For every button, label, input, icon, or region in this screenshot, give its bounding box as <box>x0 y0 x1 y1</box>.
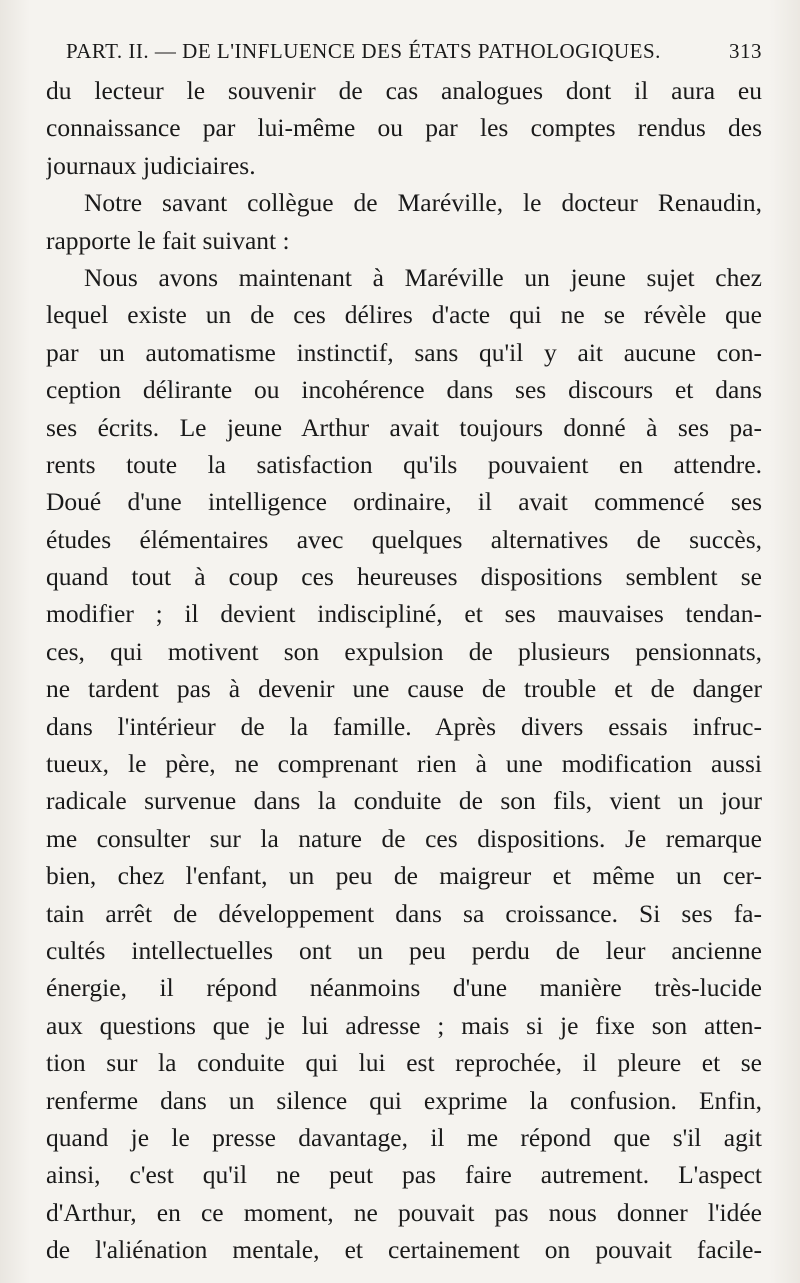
text-line: lequel existe un de ces délires d'acte qui ne se révèle que <box>46 300 762 330</box>
text-line: d'Arthur, en ce moment, ne pouvait pas nous donner l'idée <box>46 1197 762 1227</box>
text-line: bien, chez l'enfant, un peu de maigreur et même un cer- <box>46 861 762 891</box>
text-line: journaux judiciaires. <box>46 150 256 180</box>
text-line: énergie, il répond néanmoins d'une manière très-lucide <box>46 973 762 1003</box>
text-line: par un automatisme instinctif, sans qu'il y ait aucune con- <box>46 337 762 367</box>
text-line: modifier ; il devient indiscipliné, et ses mauvaises tendan- <box>46 599 762 629</box>
text-line: Doué d'une intelligence ordinaire, il avait commencé ses <box>46 487 762 517</box>
body-text <box>46 72 762 1269</box>
text-line: de l'aliénation mentale, et certainement on pouvait facile- <box>46 1235 762 1265</box>
text-line: radicale survenue dans la conduite de son fils, vient un jour <box>46 786 762 816</box>
text-line: tion sur la conduite qui lui est reprochée, il pleure et se <box>46 1048 762 1078</box>
text-line: renferme dans un silence qui exprime la confusion. Enfin, <box>46 1085 762 1115</box>
text-line: quand tout à coup ces heureuses dispositions semblent se <box>46 562 762 592</box>
page-header <box>46 30 762 72</box>
text-line: rents toute la satisfaction qu'ils pouvaient en attendre. <box>46 449 762 479</box>
text-line: rapporte le fait suivant : <box>46 225 290 255</box>
text-line: ses écrits. Le jeune Arthur avait toujours donné à ses pa- <box>46 412 762 442</box>
text-line: connaissance par lui-même ou par les comptes rendus des <box>46 113 762 143</box>
text-line: études élémentaires avec quelques alternatives de succès, <box>46 524 762 554</box>
text-line: ainsi, c'est qu'il ne peut pas faire autrement. L'aspect <box>46 1160 762 1190</box>
text-line: tueux, le père, ne comprenant rien à une modification aussi <box>46 749 762 779</box>
text-line: quand je le presse davantage, il me répond que s'il agit <box>46 1122 762 1152</box>
text-line: Nous avons maintenant à Maréville un jeune sujet chez <box>84 262 762 292</box>
text-line: ception délirante ou incohérence dans ses discours et dans <box>46 375 762 405</box>
text-line: aux questions que je lui adresse ; mais si je fixe son atten- <box>46 1010 762 1040</box>
text-line: cultés intellectuelles ont un peu perdu de leur ancienne <box>46 935 762 965</box>
page-number: 313 <box>729 39 762 63</box>
text-line: ces, qui motivent son expulsion de plusieurs pensionnats, <box>46 636 762 666</box>
text-line: Notre savant collègue de Maréville, le docteur Renaudin, <box>84 188 762 218</box>
text-line: dans l'intérieur de la famille. Après divers essais infruc- <box>46 711 762 741</box>
running-title: PART. II. — DE L'INFLUENCE DES ÉTATS PATHOLOGIQUES. <box>66 39 661 63</box>
text-line: ne tardent pas à devenir une cause de trouble et de danger <box>46 674 762 704</box>
text-line: me consulter sur la nature de ces dispositions. Je remarque <box>46 823 762 853</box>
text-line: du lecteur le souvenir de cas analogues dont il aura eu <box>46 76 762 105</box>
text-line: tain arrêt de développement dans sa croissance. Si ses fa- <box>46 898 762 928</box>
